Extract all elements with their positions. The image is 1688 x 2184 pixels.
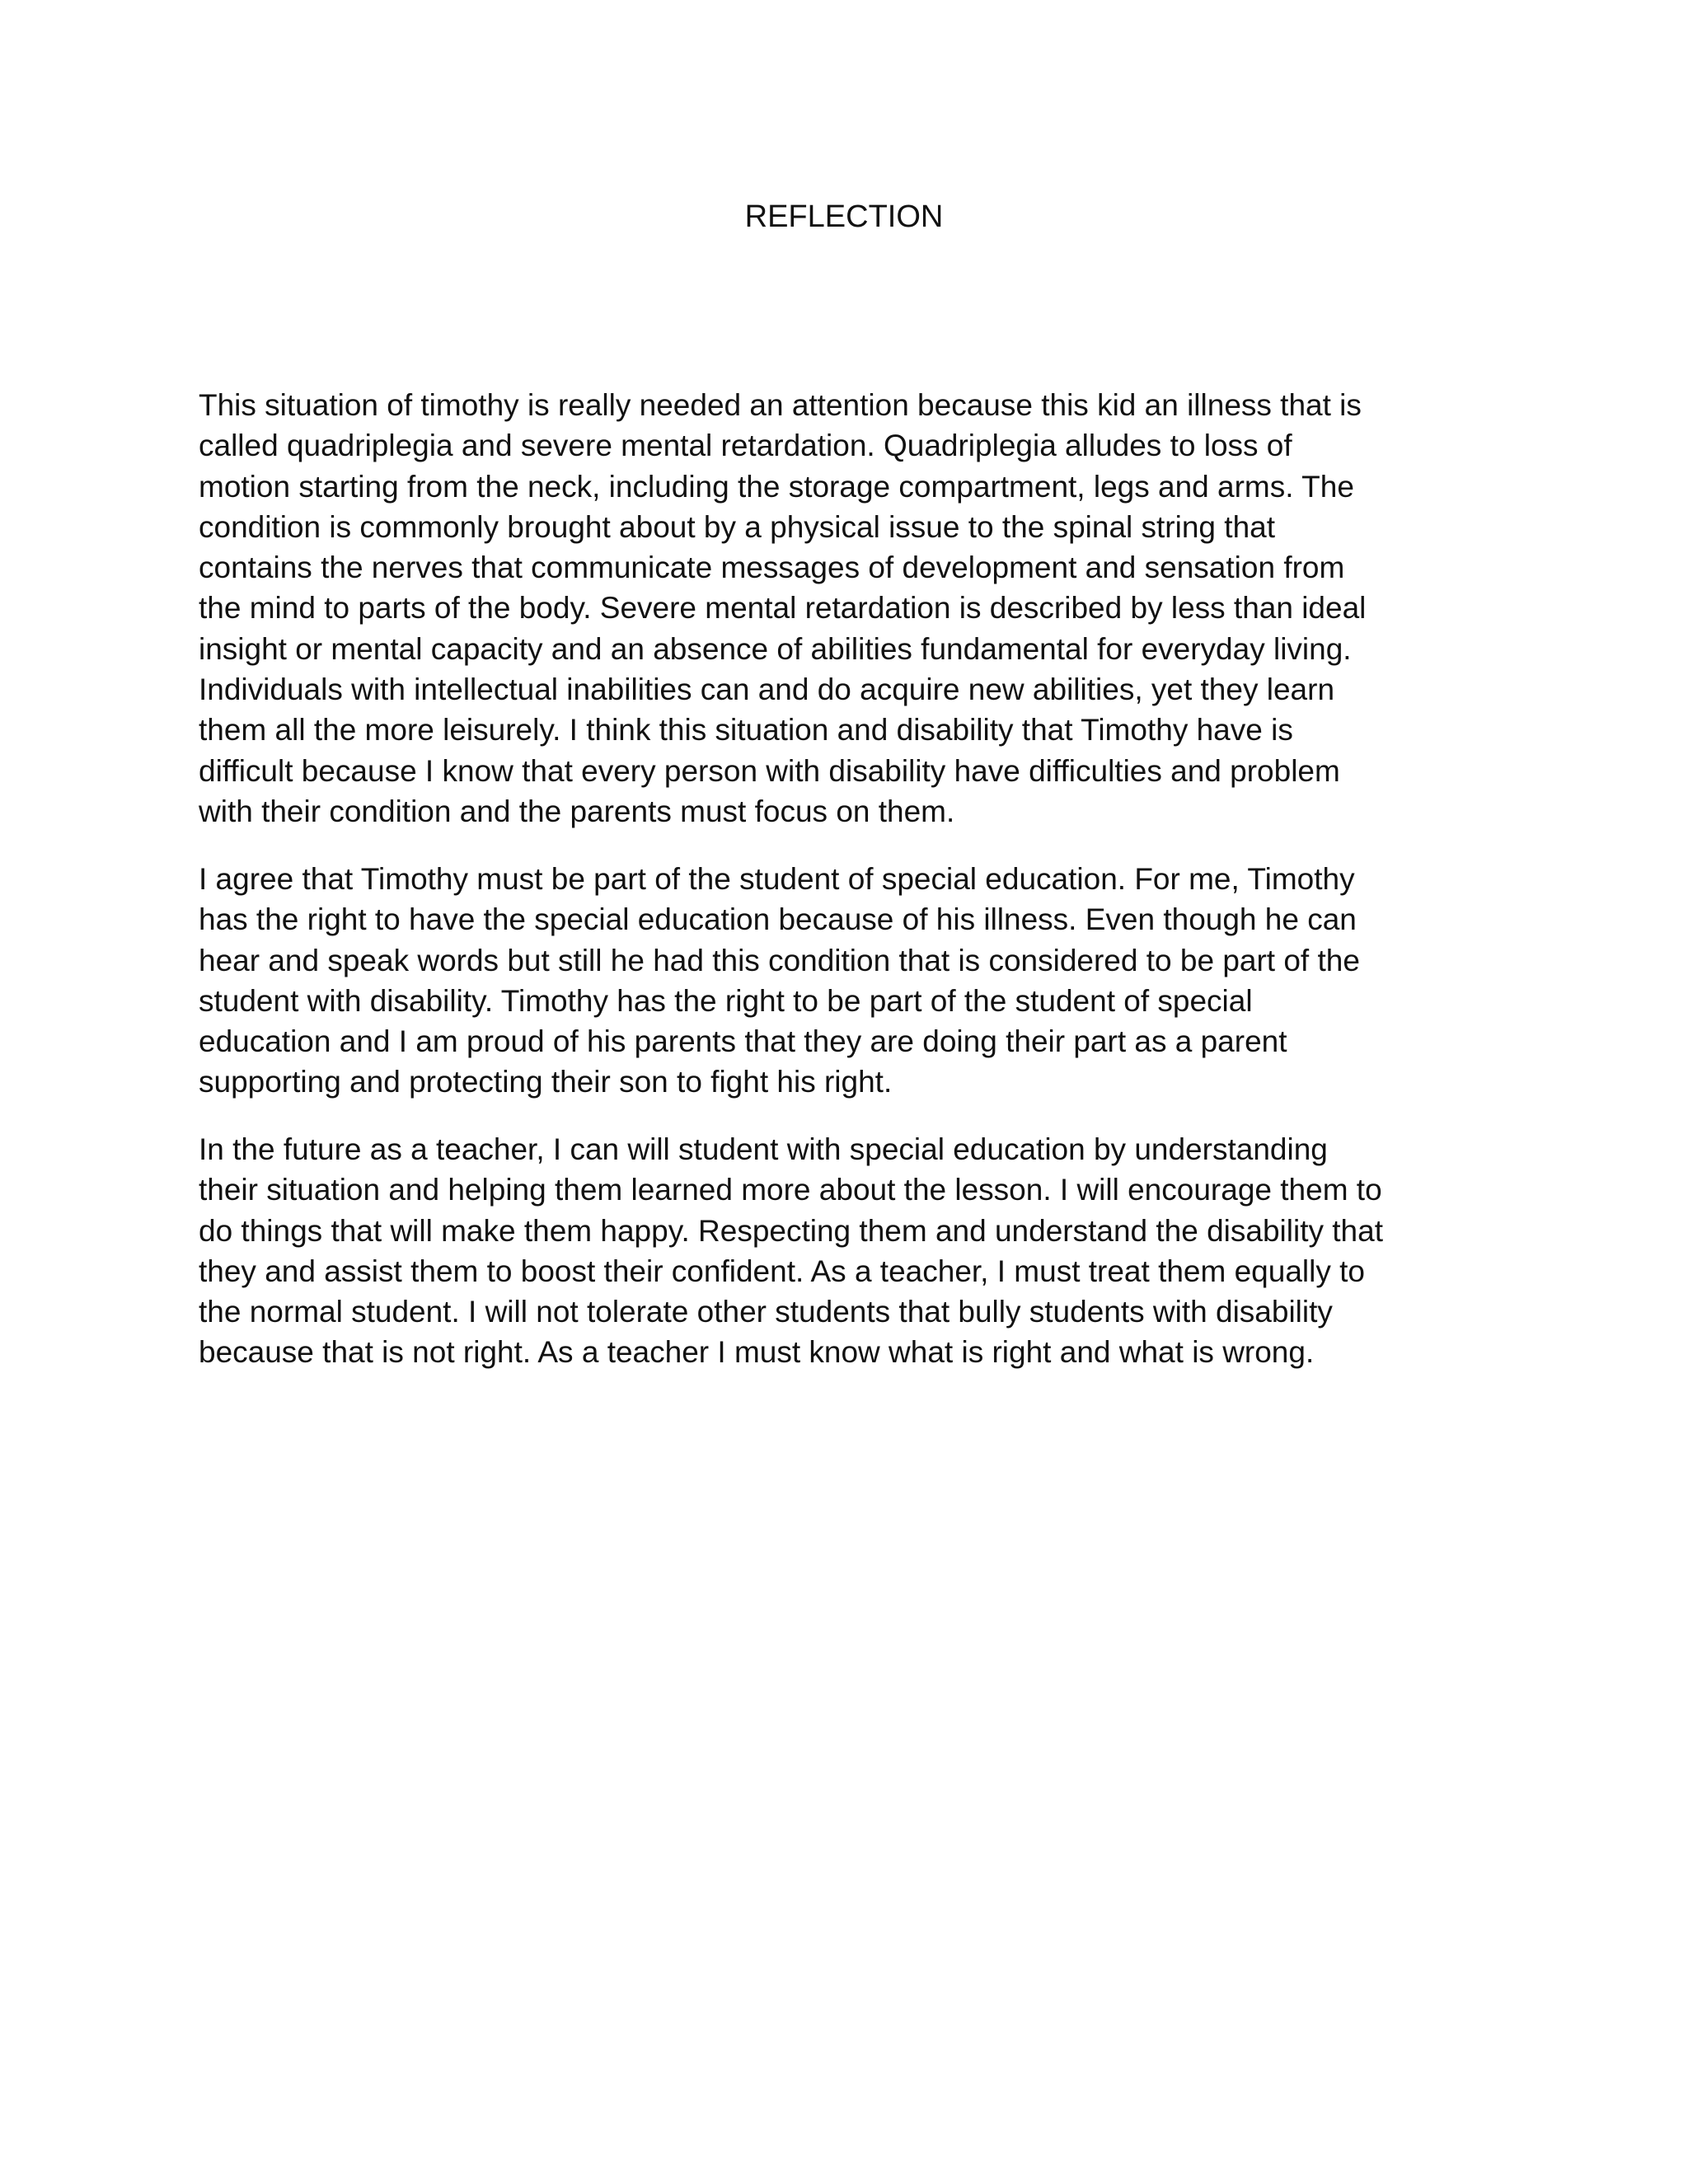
- text-line: them all the more leisurely. I think this situation and disability that Timothy have is: [199, 713, 1293, 748]
- text-line: difficult because I know that every person with disability have difficulties and problem: [199, 753, 1340, 788]
- text-line: This situation of timothy is really needed an attention because this kid an illness that is: [199, 388, 1362, 422]
- text-line: because that is not right. As a teacher I must know what is right and what is wrong.: [199, 1335, 1315, 1370]
- text-line: has the right to have the special education because of his illness. Even though he can: [199, 902, 1357, 937]
- text-line: called quadriplegia and severe mental retardation. Quadriplegia alludes to loss of: [199, 429, 1292, 463]
- paragraph-3: [199, 1129, 1501, 1373]
- text-line: student with disability. Timothy has the right to be part of the student of special: [199, 983, 1253, 1018]
- text-line: education and I am proud of his parents that they are doing their part as a parent: [199, 1024, 1287, 1059]
- text-line: Individuals with intellectual inabilities can and do acquire new abilities, yet they learn: [199, 673, 1335, 707]
- text-line: do things that will make them happy. Respecting them and understand the disability that: [199, 1213, 1383, 1248]
- text-line: hear and speak words but still he had this condition that is considered to be part of the: [199, 943, 1360, 977]
- text-line: they and assist them to boost their confident. As a teacher, I must treat them equally to: [199, 1254, 1365, 1288]
- text-line: I agree that Timothy must be part of the student of special education. For me, Timothy: [199, 862, 1355, 896]
- text-line: with their condition and the parents must focus on them.: [199, 794, 955, 828]
- text-line: motion starting from the neck, including the storage compartment, legs and arms. The: [199, 469, 1354, 504]
- text-line: In the future as a teacher, I can will student with special education by understanding: [199, 1132, 1328, 1166]
- page-title: REFLECTION: [744, 199, 944, 234]
- paragraph-2: [199, 859, 1501, 1103]
- text-line: their situation and helping them learned more about the lesson. I will encourage them to: [199, 1173, 1382, 1207]
- text-line: the normal student. I will not tolerate other students that bully students with disability: [199, 1295, 1333, 1329]
- text-line: contains the nerves that communicate messages of development and sensation from: [199, 551, 1345, 585]
- text-line: the mind to parts of the body. Severe mental retardation is described by less than ideal: [199, 591, 1367, 626]
- paragraph-1: [199, 385, 1501, 832]
- text-line: insight or mental capacity and an absence of abilities fundamental for everyday living.: [199, 631, 1352, 666]
- text-line: condition is commonly brought about by a physical issue to the spinal string that: [199, 509, 1276, 544]
- text-line: supporting and protecting their son to fight his right.: [199, 1065, 893, 1099]
